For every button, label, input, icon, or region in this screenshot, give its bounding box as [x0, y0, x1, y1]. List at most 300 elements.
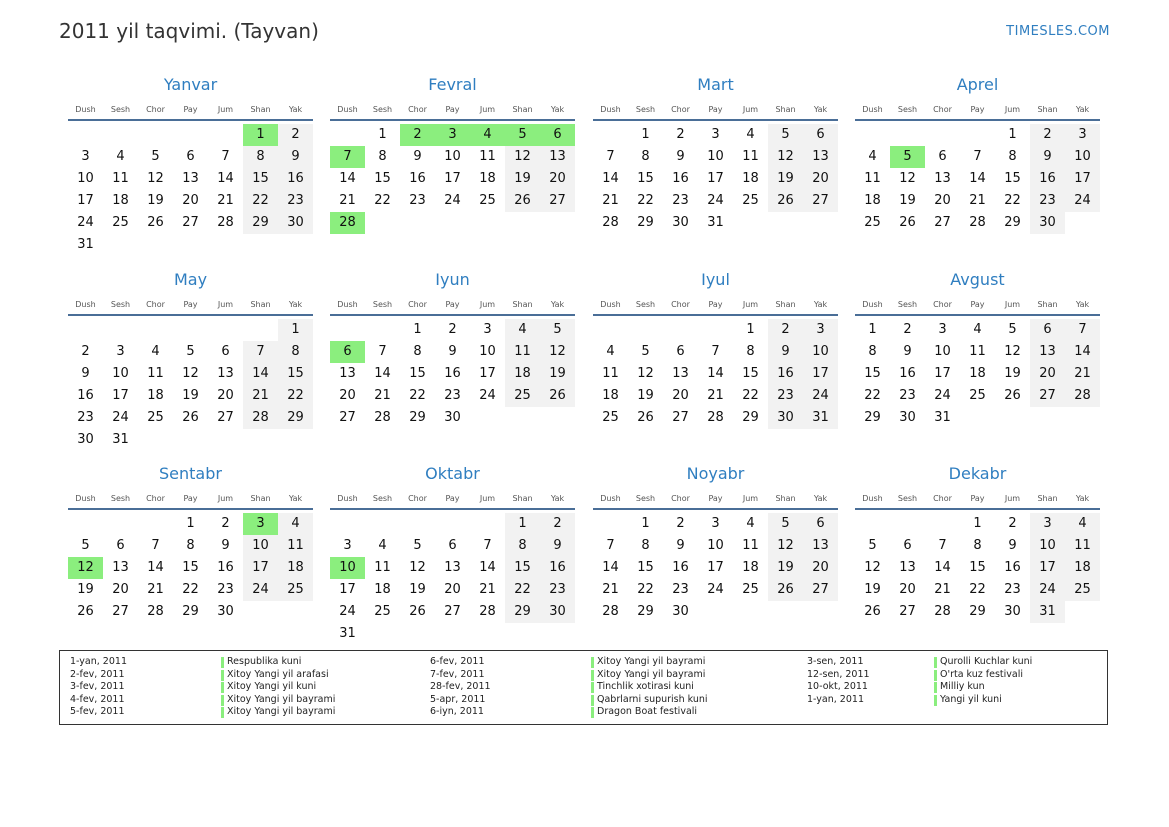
week-row	[855, 341, 1100, 363]
weekday-label: Sesh	[897, 494, 918, 503]
holiday-date: 5-apr, 2011	[430, 693, 486, 705]
holiday-date: 4-fev, 2011	[70, 693, 125, 705]
empty-cell	[435, 212, 470, 234]
day-cell: 5	[868, 538, 877, 553]
day-cell: 24	[243, 579, 278, 601]
day-cell: 2	[903, 322, 912, 337]
day-cell: 27	[339, 410, 356, 425]
holiday-date: 7-fev, 2011	[430, 668, 485, 680]
day-cell: 17	[707, 171, 724, 186]
day-cell: 2	[1030, 124, 1065, 146]
day-cell: 14	[243, 363, 278, 385]
weekday-label: Dush	[75, 494, 96, 503]
weekday-label: Sesh	[372, 105, 393, 114]
day-cell: 18	[969, 366, 986, 381]
week-row	[330, 623, 575, 645]
month-fevral	[330, 74, 575, 234]
day-cell: 23	[77, 410, 94, 425]
week-row	[330, 212, 575, 234]
weekday-label: Yak	[813, 494, 828, 503]
day-cell: 20	[899, 582, 916, 597]
day-cell: 27	[540, 190, 575, 212]
holiday-date: 6-fev, 2011	[430, 656, 485, 667]
empty-cell	[173, 429, 208, 451]
day-cell: 9	[278, 146, 313, 168]
weekday-label: Shan	[775, 494, 796, 503]
day-cell: 29	[637, 604, 654, 619]
week-row	[855, 385, 1100, 407]
day-cell: 13	[217, 366, 234, 381]
day-cell: 3	[1030, 513, 1065, 535]
week-row	[855, 535, 1100, 557]
holiday-name: Qurolli Kuchlar kuni	[934, 656, 1032, 669]
month-days	[593, 124, 838, 234]
empty-cell	[138, 124, 173, 146]
day-cell: 27	[803, 190, 838, 212]
day-cell: 27	[1030, 385, 1065, 407]
week-row	[855, 146, 1100, 168]
day-cell: 17	[934, 366, 951, 381]
empty-cell	[243, 319, 278, 341]
day-cell: 4	[505, 319, 540, 341]
day-cell: 16	[1030, 168, 1065, 190]
day-cell: 21	[934, 582, 951, 597]
week-row	[330, 407, 575, 429]
weekday-label: Chor	[933, 494, 952, 503]
weekday-label: Sesh	[635, 494, 656, 503]
day-cell: 25	[864, 215, 881, 230]
weekday-label: Chor	[146, 300, 165, 309]
day-cell: 23	[278, 190, 313, 212]
day-cell: 3	[938, 322, 947, 337]
weekday-label: Shan	[775, 105, 796, 114]
empty-cell	[330, 124, 365, 146]
weekday-header	[855, 101, 1100, 121]
holiday-date: 6-iyn, 2011	[430, 706, 484, 717]
holiday-day-cell: 6	[330, 341, 365, 363]
day-cell: 26	[768, 190, 803, 212]
day-cell: 23	[1004, 582, 1021, 597]
day-cell: 7	[711, 344, 720, 359]
day-cell: 10	[479, 344, 496, 359]
day-cell: 31	[934, 410, 951, 425]
day-cell: 14	[217, 171, 234, 186]
day-cell: 2	[540, 513, 575, 535]
day-cell: 5	[81, 538, 90, 553]
month-days	[593, 513, 838, 623]
empty-cell	[365, 623, 400, 645]
week-row	[593, 535, 838, 557]
day-cell: 20	[934, 193, 951, 208]
day-cell: 19	[899, 193, 916, 208]
day-cell: 4	[378, 538, 387, 553]
week-row	[68, 429, 313, 451]
day-cell: 8	[973, 538, 982, 553]
day-cell: 24	[934, 388, 951, 403]
day-cell: 3	[116, 344, 125, 359]
day-cell: 22	[505, 579, 540, 601]
day-cell: 29	[505, 601, 540, 623]
day-cell: 18	[742, 560, 759, 575]
day-cell: 16	[672, 171, 689, 186]
day-cell: 19	[1004, 366, 1021, 381]
day-cell: 12	[864, 560, 881, 575]
empty-cell	[68, 513, 103, 535]
day-cell: 16	[672, 560, 689, 575]
day-cell: 15	[374, 171, 391, 186]
holiday-date: 10-okt, 2011	[807, 681, 868, 692]
day-cell: 3	[803, 319, 838, 341]
month-name: Avgust	[950, 270, 1005, 289]
empty-cell	[628, 319, 663, 341]
day-cell: 20	[803, 168, 838, 190]
day-cell: 6	[803, 124, 838, 146]
month-name: Noyabr	[686, 464, 745, 483]
day-cell: 30	[444, 410, 461, 425]
week-row	[68, 146, 313, 168]
empty-cell	[138, 319, 173, 341]
day-cell: 14	[374, 366, 391, 381]
day-cell: 7	[938, 538, 947, 553]
weekday-label: Sesh	[635, 300, 656, 309]
day-cell: 19	[77, 582, 94, 597]
empty-cell	[593, 319, 628, 341]
day-cell: 31	[339, 626, 356, 641]
day-cell: 2	[1008, 516, 1017, 531]
empty-cell	[330, 513, 365, 535]
weekday-label: Sesh	[372, 300, 393, 309]
empty-cell	[208, 234, 243, 256]
brand-link[interactable]: TIMESLES.COM	[1006, 24, 1110, 39]
day-cell: 6	[676, 344, 685, 359]
week-row	[330, 190, 575, 212]
day-cell: 29	[278, 407, 313, 429]
day-cell: 7	[378, 344, 387, 359]
empty-cell	[173, 319, 208, 341]
month-aprel	[855, 74, 1100, 234]
week-row	[68, 341, 313, 363]
weekday-label: Jum	[1004, 494, 1021, 503]
day-cell: 18	[278, 557, 313, 579]
day-cell: 29	[243, 212, 278, 234]
day-cell: 9	[1008, 538, 1017, 553]
day-cell: 9	[413, 149, 422, 164]
weekday-label: Chor	[933, 105, 952, 114]
day-cell: 25	[374, 604, 391, 619]
empty-cell	[365, 319, 400, 341]
empty-cell	[208, 429, 243, 451]
day-cell: 29	[409, 410, 426, 425]
day-cell: 19	[768, 557, 803, 579]
month-name: Fevral	[428, 75, 477, 94]
day-cell: 28	[602, 604, 619, 619]
day-cell: 14	[1065, 341, 1100, 363]
weekday-label: Chor	[408, 105, 427, 114]
month-name: Yanvar	[163, 75, 218, 94]
month-avgust	[855, 269, 1100, 429]
day-cell: 23	[1030, 190, 1065, 212]
week-row	[593, 601, 838, 623]
empty-cell	[400, 212, 435, 234]
empty-cell	[470, 407, 505, 429]
holiday-name: Tinchlik xotirasi kuni	[591, 681, 694, 694]
day-cell: 11	[112, 171, 129, 186]
holiday-name: Xitoy Yangi yil bayrami	[591, 669, 705, 682]
weekday-label: Jum	[217, 105, 234, 114]
day-cell: 20	[339, 388, 356, 403]
weekday-header	[330, 296, 575, 316]
month-days	[68, 124, 313, 256]
empty-cell	[68, 124, 103, 146]
day-cell: 30	[672, 604, 689, 619]
month-name: Iyun	[435, 270, 470, 289]
month-days	[855, 513, 1100, 623]
day-cell: 9	[676, 149, 685, 164]
day-cell: 8	[278, 341, 313, 363]
week-row	[855, 601, 1100, 623]
weekday-label: Yak	[1075, 300, 1090, 309]
weekday-header	[855, 296, 1100, 316]
day-cell: 31	[707, 215, 724, 230]
day-cell: 1	[641, 516, 650, 531]
weekday-label: Pay	[183, 300, 198, 309]
day-cell: 23	[899, 388, 916, 403]
day-cell: 27	[444, 604, 461, 619]
weekday-label: Pay	[708, 300, 723, 309]
day-cell: 17	[112, 388, 129, 403]
day-cell: 21	[602, 582, 619, 597]
week-row	[68, 407, 313, 429]
weekday-label: Dush	[75, 300, 96, 309]
weekday-label: Dush	[862, 494, 883, 503]
empty-cell	[208, 319, 243, 341]
day-cell: 1	[1008, 127, 1017, 142]
weekday-label: Chor	[146, 105, 165, 114]
day-cell: 9	[1030, 146, 1065, 168]
day-cell: 20	[217, 388, 234, 403]
day-cell: 12	[182, 366, 199, 381]
day-cell: 17	[707, 560, 724, 575]
day-cell: 23	[540, 579, 575, 601]
holiday-day-cell: 7	[330, 146, 365, 168]
holiday-legend	[59, 650, 1108, 725]
day-cell: 21	[217, 193, 234, 208]
month-name: Mart	[697, 75, 734, 94]
empty-cell	[435, 513, 470, 535]
holiday-day-cell: 6	[540, 124, 575, 146]
day-cell: 21	[707, 388, 724, 403]
month-days	[330, 124, 575, 234]
week-row	[68, 513, 313, 535]
week-row	[68, 579, 313, 601]
day-cell: 23	[768, 385, 803, 407]
weekday-label: Pay	[708, 494, 723, 503]
day-cell: 11	[479, 149, 496, 164]
day-cell: 29	[182, 604, 199, 619]
weekday-label: Sesh	[897, 105, 918, 114]
day-cell: 2	[676, 127, 685, 142]
week-row	[330, 363, 575, 385]
week-row	[68, 385, 313, 407]
week-row	[593, 579, 838, 601]
day-cell: 31	[112, 432, 129, 447]
weekday-label: Shan	[512, 105, 533, 114]
day-cell: 1	[746, 322, 755, 337]
day-cell: 8	[186, 538, 195, 553]
empty-cell	[960, 407, 995, 429]
day-cell: 17	[479, 366, 496, 381]
day-cell: 22	[742, 388, 759, 403]
day-cell: 3	[711, 516, 720, 531]
day-cell: 5	[768, 124, 803, 146]
day-cell: 15	[1004, 171, 1021, 186]
week-row	[330, 513, 575, 535]
empty-cell	[243, 234, 278, 256]
day-cell: 22	[409, 388, 426, 403]
day-cell: 15	[637, 560, 654, 575]
weekday-header	[855, 490, 1100, 510]
day-cell: 27	[934, 215, 951, 230]
day-cell: 25	[147, 410, 164, 425]
month-sentabr	[68, 463, 313, 623]
day-cell: 6	[448, 538, 457, 553]
week-row	[855, 407, 1100, 429]
day-cell: 19	[505, 168, 540, 190]
weekday-label: Pay	[445, 494, 460, 503]
weekday-label: Shan	[250, 494, 271, 503]
empty-cell	[400, 623, 435, 645]
holiday-name: Xitoy Yangi yil kuni	[221, 681, 316, 694]
week-row	[68, 190, 313, 212]
weekday-header	[593, 490, 838, 510]
empty-cell	[960, 124, 995, 146]
day-cell: 1	[868, 322, 877, 337]
day-cell: 26	[409, 604, 426, 619]
day-cell: 29	[637, 215, 654, 230]
week-row	[855, 579, 1100, 601]
day-cell: 16	[77, 388, 94, 403]
week-row	[593, 319, 838, 341]
empty-cell	[505, 623, 540, 645]
day-cell: 5	[151, 149, 160, 164]
day-cell: 20	[540, 168, 575, 190]
day-cell: 2	[81, 344, 90, 359]
day-cell: 10	[707, 149, 724, 164]
day-cell: 10	[707, 538, 724, 553]
day-cell: 23	[672, 193, 689, 208]
day-cell: 2	[278, 124, 313, 146]
holiday-date: 1-yan, 2011	[70, 656, 127, 667]
day-cell: 7	[973, 149, 982, 164]
day-cell: 24	[339, 604, 356, 619]
month-iyun	[330, 269, 575, 429]
empty-cell	[278, 234, 313, 256]
weekday-label: Pay	[445, 105, 460, 114]
day-cell: 1	[641, 127, 650, 142]
day-cell: 20	[444, 582, 461, 597]
day-cell: 16	[899, 366, 916, 381]
empty-cell	[505, 212, 540, 234]
day-cell: 14	[147, 560, 164, 575]
holiday-date: 3-fev, 2011	[70, 681, 125, 692]
day-cell: 11	[602, 366, 619, 381]
day-cell: 12	[899, 171, 916, 186]
month-oktabr	[330, 463, 575, 645]
day-cell: 13	[444, 560, 461, 575]
week-row	[855, 212, 1100, 234]
month-days	[330, 319, 575, 429]
day-cell: 8	[746, 344, 755, 359]
day-cell: 13	[899, 560, 916, 575]
day-cell: 1	[413, 322, 422, 337]
weekday-label: Jum	[1004, 105, 1021, 114]
weekday-label: Pay	[708, 105, 723, 114]
week-row	[330, 168, 575, 190]
day-cell: 3	[343, 538, 352, 553]
day-cell: 6	[186, 149, 195, 164]
day-cell: 6	[1030, 319, 1065, 341]
calendar-grid	[68, 74, 1102, 644]
holiday-day-cell: 28	[330, 212, 365, 234]
day-cell: 12	[147, 171, 164, 186]
holiday-day-cell: 12	[68, 557, 103, 579]
day-cell: 8	[378, 149, 387, 164]
weekday-label: Dush	[600, 300, 621, 309]
day-cell: 15	[505, 557, 540, 579]
day-cell: 18	[505, 363, 540, 385]
weekday-label: Pay	[183, 105, 198, 114]
week-row	[68, 363, 313, 385]
weekday-label: Chor	[933, 300, 952, 309]
empty-cell	[890, 513, 925, 535]
day-cell: 2	[448, 322, 457, 337]
empty-cell	[593, 513, 628, 535]
empty-cell	[243, 601, 278, 623]
day-cell: 4	[116, 149, 125, 164]
weekday-header	[593, 101, 838, 121]
month-days	[855, 124, 1100, 234]
day-cell: 23	[409, 193, 426, 208]
week-row	[855, 124, 1100, 146]
holiday-name: Xitoy Yangi yil bayrami	[221, 694, 335, 707]
day-cell: 25	[479, 193, 496, 208]
day-cell: 3	[81, 149, 90, 164]
day-cell: 22	[637, 193, 654, 208]
day-cell: 21	[374, 388, 391, 403]
weekday-header	[330, 101, 575, 121]
weekday-label: Shan	[512, 300, 533, 309]
day-cell: 24	[1065, 190, 1100, 212]
day-cell: 25	[602, 410, 619, 425]
day-cell: 26	[1004, 388, 1021, 403]
day-cell: 24	[77, 215, 94, 230]
holiday-name: Qabrlarni supurish kuni	[591, 694, 708, 707]
day-cell: 27	[803, 579, 838, 601]
week-row	[68, 319, 313, 341]
day-cell: 31	[803, 407, 838, 429]
day-cell: 10	[112, 366, 129, 381]
day-cell: 11	[969, 344, 986, 359]
day-cell: 22	[969, 582, 986, 597]
page-title: 2011 yil taqvimi. (Tayvan)	[59, 19, 319, 43]
week-row	[330, 601, 575, 623]
month-days	[68, 513, 313, 623]
day-cell: 26	[540, 385, 575, 407]
empty-cell	[435, 623, 470, 645]
day-cell: 12	[540, 341, 575, 363]
holiday-date: 28-fev, 2011	[430, 681, 491, 692]
day-cell: 6	[116, 538, 125, 553]
